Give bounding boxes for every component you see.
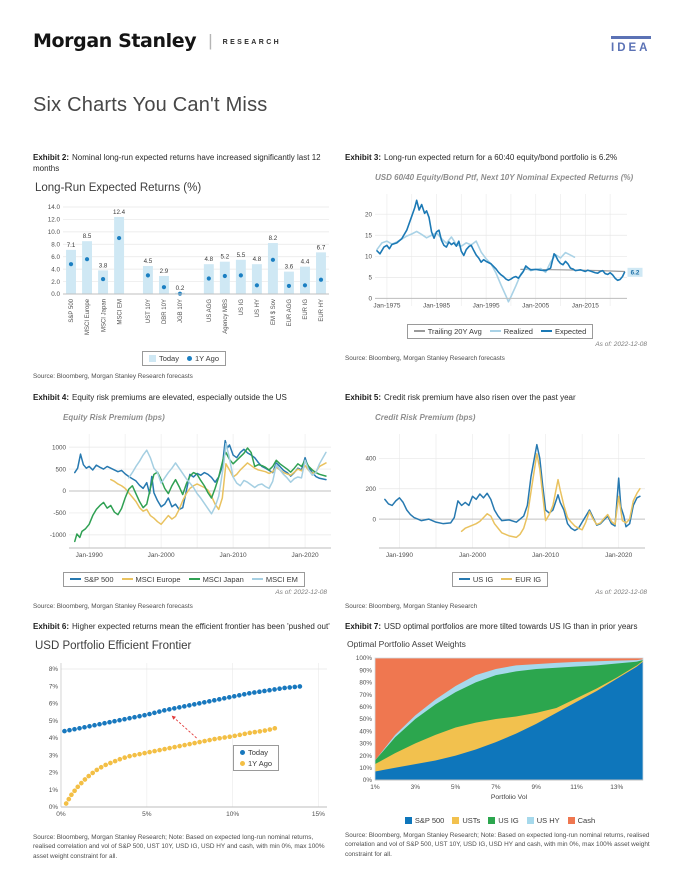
legend-marker-dot bbox=[187, 356, 192, 361]
x-tick-label: 1% bbox=[370, 783, 380, 791]
legend-item bbox=[490, 327, 533, 336]
legend-item bbox=[149, 354, 179, 363]
bar-today bbox=[82, 241, 92, 294]
legend-marker-dot bbox=[240, 750, 245, 755]
y-tick-label: 5 bbox=[368, 274, 372, 282]
legend-marker-dot bbox=[240, 761, 245, 766]
caption-label: Exhibit 3: bbox=[345, 153, 382, 162]
caption-text: Nominal long-run expected returns have increased significantly last 12 months bbox=[33, 153, 321, 173]
bar-dot-chart-expected-returns bbox=[33, 197, 335, 349]
y-tick-label: 500 bbox=[55, 466, 66, 474]
x-tick-label: Jan-2010 bbox=[219, 551, 247, 559]
dot-1y-ago bbox=[117, 236, 121, 240]
y-tick-label: 5% bbox=[48, 717, 58, 725]
legend-item bbox=[541, 327, 586, 336]
bar-value-label: 8.5 bbox=[82, 232, 92, 240]
legend-label: Trailing 20Y Avg bbox=[427, 326, 482, 336]
legend-item bbox=[452, 816, 480, 825]
legend-marker-line bbox=[459, 578, 470, 580]
x-tick-label: 7% bbox=[491, 783, 501, 791]
bar-value-label: 4.4 bbox=[300, 258, 310, 266]
legend-label: MSCI Europe bbox=[135, 574, 181, 584]
y-tick-label: 40% bbox=[359, 728, 372, 736]
legend-marker-line bbox=[189, 578, 200, 580]
chart-legend bbox=[452, 572, 548, 587]
bar-value-label: 5.2 bbox=[220, 253, 230, 261]
dot-1y-ago bbox=[223, 273, 227, 277]
legend-label: US HY bbox=[536, 815, 560, 825]
x-tick-label: Jan-1995 bbox=[472, 302, 500, 310]
dot-1y-ago bbox=[271, 257, 275, 261]
chart-title: USD Portfolio Efficient Frontier bbox=[35, 639, 192, 652]
frontier-chart-efficient-frontier bbox=[33, 655, 335, 827]
caption-label: Exhibit 2: bbox=[33, 153, 70, 162]
bar-today bbox=[316, 252, 326, 294]
exhibit-5-caption bbox=[345, 393, 655, 404]
y-tick-label: 10% bbox=[359, 764, 372, 772]
chart-title: Credit Risk Premium (bps) bbox=[375, 412, 476, 422]
series-line-msci-japan bbox=[75, 448, 326, 541]
y-tick-label: 0.0 bbox=[51, 290, 60, 298]
chart-title: Optimal Portfolio Asset Weights bbox=[347, 638, 466, 649]
x-category-label: JGB 10Y bbox=[178, 298, 185, 323]
x-category-label: US IG bbox=[239, 298, 246, 315]
legend-label: Realized bbox=[503, 326, 533, 336]
dot-1y-ago bbox=[239, 273, 243, 277]
dot-1y-ago bbox=[85, 257, 89, 261]
dot-1y-ago bbox=[303, 283, 307, 287]
chart-area bbox=[33, 655, 335, 827]
y-tick-label: 4.0 bbox=[51, 265, 60, 273]
bar-value-label: 3.8 bbox=[98, 261, 108, 269]
exhibit-4-caption bbox=[33, 393, 335, 404]
exhibit-4 bbox=[33, 393, 335, 611]
as-of-label: As of: 2022-12-08 bbox=[595, 588, 647, 596]
x-tick-label: Jan-1975 bbox=[373, 302, 401, 310]
idea-logo-text: IDEA bbox=[611, 42, 651, 54]
y-tick-label: 0% bbox=[48, 803, 58, 811]
header bbox=[33, 30, 281, 52]
x-tick-label: 5% bbox=[450, 783, 461, 791]
bar-value-label: 2.9 bbox=[159, 267, 169, 275]
y-tick-label: 1% bbox=[48, 786, 58, 794]
dot-1y-ago bbox=[255, 283, 259, 287]
x-category-label: S&P 500 bbox=[69, 298, 76, 323]
legend-marker-square bbox=[405, 817, 412, 824]
legend-marker-square bbox=[488, 817, 495, 824]
exhibit-5 bbox=[345, 393, 655, 611]
legend-marker-square bbox=[568, 817, 575, 824]
legend-item bbox=[187, 354, 219, 363]
dot-1y-ago bbox=[69, 262, 73, 266]
x-tick-label: Jan-1990 bbox=[385, 551, 414, 559]
exhibit-3-caption bbox=[345, 153, 655, 164]
chart-legend bbox=[345, 816, 655, 825]
legend-item bbox=[459, 575, 493, 584]
legend-marker-line bbox=[414, 330, 425, 332]
legend-item bbox=[527, 816, 560, 825]
source-note: Source: Bloomberg, Morgan Stanley Research; Note: Based on expected long-run nominal returns, realised correlation and vol of S&P 500, UST 10Y, USD IG, USD HY and cash, with min 0%, max 100% asset weight constraint for all. bbox=[345, 831, 650, 859]
bar-value-label: 8.2 bbox=[268, 234, 278, 242]
legend-label: S&P 500 bbox=[84, 574, 114, 584]
legend-marker-line bbox=[501, 578, 512, 580]
series-line-expected bbox=[377, 200, 625, 280]
caption-label: Exhibit 6: bbox=[33, 622, 70, 631]
x-tick-label: Jan-2020 bbox=[291, 551, 319, 559]
chart-area bbox=[345, 182, 655, 348]
y-tick-label: 6% bbox=[48, 700, 58, 708]
as-of-label: As of: 2022-12-08 bbox=[275, 588, 327, 596]
x-tick-label: Jan-1985 bbox=[422, 302, 451, 310]
series-line-msci-europe bbox=[111, 463, 326, 524]
source-note: Source: Bloomberg, Morgan Stanley Research bbox=[345, 602, 478, 610]
legend-item bbox=[189, 575, 244, 584]
y-tick-label: 50% bbox=[359, 715, 372, 723]
y-tick-label: 3% bbox=[48, 752, 58, 760]
chart-title: Equity Risk Premium (bps) bbox=[63, 412, 165, 422]
header-divider: | bbox=[208, 31, 213, 50]
line-chart-credit-risk-premium bbox=[345, 422, 655, 570]
y-tick-label: 20% bbox=[359, 752, 372, 760]
legend-item bbox=[405, 816, 444, 825]
y-tick-label: -1000 bbox=[49, 531, 66, 539]
legend-label: S&P 500 bbox=[414, 815, 445, 825]
y-tick-label: 2% bbox=[48, 769, 58, 777]
legend-marker-line bbox=[541, 330, 552, 332]
legend-marker-line bbox=[70, 578, 81, 580]
line-chart-equity-risk-premium bbox=[33, 422, 335, 570]
bar-today bbox=[284, 271, 294, 293]
legend-label: Cash bbox=[577, 815, 596, 825]
dot-1y-ago bbox=[162, 285, 166, 289]
x-category-label: MSCI Europe bbox=[85, 298, 92, 335]
caption-text: Credit risk premium have also risen over the past year bbox=[384, 393, 576, 402]
chart-title: Long-Run Expected Returns (%) bbox=[35, 181, 202, 194]
caption-text: USD optimal portfolios are more tilted towards US IG than in prior years bbox=[384, 622, 638, 631]
source-note: Source: Bloomberg, Morgan Stanley Research forecasts bbox=[33, 372, 193, 380]
y-tick-label: 0 bbox=[372, 516, 376, 524]
chart-area bbox=[33, 422, 335, 596]
bar-value-label: 4.5 bbox=[143, 257, 153, 265]
x-tick-label: 13% bbox=[610, 783, 624, 791]
y-tick-label: 10 bbox=[364, 253, 372, 261]
y-tick-label: 20 bbox=[364, 211, 372, 219]
x-tick-label: Jan-2000 bbox=[458, 551, 487, 559]
bar-today bbox=[252, 264, 262, 294]
chart-legend bbox=[142, 351, 226, 366]
y-tick-label: 4% bbox=[48, 735, 58, 743]
y-tick-label: 400 bbox=[365, 455, 376, 463]
morgan-stanley-logo: Morgan Stanley bbox=[33, 30, 197, 52]
bar-value-label: 12.4 bbox=[113, 208, 126, 216]
x-category-label: US AGG bbox=[207, 298, 214, 322]
exhibit-7 bbox=[345, 622, 655, 860]
legend-marker-square bbox=[527, 817, 534, 824]
source-note: Source: Bloomberg, Morgan Stanley Research forecasts bbox=[33, 602, 193, 610]
series-line-us-ig bbox=[385, 444, 640, 530]
annotation-value: 6.2 bbox=[630, 269, 640, 277]
caption-text: Higher expected returns mean the efficient frontier has been 'pushed out' bbox=[72, 622, 330, 631]
legend-marker-line bbox=[490, 330, 501, 332]
y-tick-label: 14.0 bbox=[47, 203, 60, 211]
x-category-label: Agency MBS bbox=[223, 298, 230, 334]
y-tick-label: 200 bbox=[365, 485, 376, 493]
y-tick-label: 1000 bbox=[51, 444, 66, 452]
y-tick-label: 0% bbox=[362, 776, 372, 784]
bar-today bbox=[159, 276, 169, 294]
y-tick-label: 12.0 bbox=[47, 216, 60, 224]
series-line-today bbox=[64, 686, 301, 731]
stacked-area-chart-asset-weights bbox=[345, 650, 655, 814]
legend-marker-square bbox=[452, 817, 459, 824]
series-line-realized bbox=[377, 231, 574, 301]
legend-label: Today bbox=[158, 353, 179, 363]
legend-item bbox=[568, 816, 596, 825]
y-tick-label: 30% bbox=[359, 740, 372, 748]
bar-today bbox=[98, 270, 108, 294]
research-label: RESEARCH bbox=[222, 39, 282, 46]
y-tick-label: 10.0 bbox=[47, 228, 60, 236]
x-category-label: EM $ Sov bbox=[271, 298, 278, 325]
bar-value-label: 0.2 bbox=[175, 284, 185, 292]
x-category-label: MSCI Japan bbox=[101, 298, 108, 332]
bar-value-label: 3.6 bbox=[284, 263, 294, 271]
y-tick-label: 60% bbox=[359, 703, 372, 711]
x-category-label: UST 10Y bbox=[146, 298, 153, 323]
x-category-label: DBR 10Y bbox=[162, 298, 169, 324]
bar-value-label: 4.8 bbox=[252, 255, 262, 263]
x-tick-label: 15% bbox=[311, 810, 325, 818]
page-title: Six Charts You Can't Miss bbox=[33, 94, 268, 116]
legend-label: 1Y Ago bbox=[248, 758, 273, 768]
legend-label: Expected bbox=[554, 326, 587, 336]
x-tick-label: 5% bbox=[142, 810, 152, 818]
exhibit-6 bbox=[33, 622, 335, 862]
y-tick-label: 100% bbox=[355, 654, 372, 662]
idea-logo-bar bbox=[611, 36, 651, 39]
x-category-label: MSCI EM bbox=[117, 298, 124, 325]
bar-value-label: 5.5 bbox=[236, 251, 246, 259]
y-tick-label: 8% bbox=[48, 666, 58, 674]
legend-item bbox=[488, 816, 518, 825]
bar-today bbox=[268, 243, 278, 294]
exhibit-2 bbox=[33, 153, 335, 381]
exhibit-3 bbox=[345, 153, 655, 363]
y-tick-label: 0 bbox=[62, 487, 66, 495]
x-category-label: EUR AGG bbox=[287, 298, 294, 326]
legend-label: US IG bbox=[498, 815, 519, 825]
bar-today bbox=[300, 266, 310, 293]
exhibit-6-caption bbox=[33, 622, 335, 633]
legend-item bbox=[414, 327, 482, 336]
legend-item bbox=[252, 575, 298, 584]
x-tick-label: Jan-2020 bbox=[605, 551, 633, 559]
x-tick-label: 3% bbox=[410, 783, 421, 791]
bar-today bbox=[114, 217, 124, 294]
bar-value-label: 7.1 bbox=[66, 241, 76, 249]
legend-label: US IG bbox=[472, 574, 494, 584]
source-note: Source: Bloomberg, Morgan Stanley Research; Note: Based on expected long-run nominal returns, realised correlation and vol of S&P 500, UST 10Y, USD IG, USD HY and cash, with min 0%, max 100% asset weight constraint for all. bbox=[33, 833, 325, 861]
legend-marker-line bbox=[122, 578, 133, 580]
y-tick-label: 80% bbox=[359, 679, 372, 687]
idea-logo bbox=[611, 36, 651, 54]
y-tick-label: 15 bbox=[364, 232, 372, 240]
bar-today bbox=[66, 249, 76, 293]
legend-item bbox=[240, 748, 268, 757]
chart-area bbox=[345, 650, 655, 825]
x-tick-label: Jan-2015 bbox=[571, 302, 599, 310]
chart-legend bbox=[233, 745, 279, 771]
x-tick-label: Jan-2010 bbox=[532, 551, 560, 559]
x-tick-label: Jan-2005 bbox=[522, 302, 550, 310]
chart-area bbox=[33, 197, 335, 366]
x-category-label: US HY bbox=[255, 298, 262, 317]
legend-item bbox=[501, 575, 541, 584]
dot-1y-ago bbox=[101, 277, 105, 281]
chart-legend bbox=[63, 572, 305, 587]
x-tick-label: 9% bbox=[531, 783, 541, 791]
legend-item bbox=[240, 759, 272, 768]
legend-label: MSCI Japan bbox=[202, 574, 244, 584]
x-tick-label: 10% bbox=[226, 810, 240, 818]
caption-text: Equity risk premiums are elevated, especially outside the US bbox=[72, 393, 287, 402]
x-tick-label: Jan-1990 bbox=[75, 551, 103, 559]
x-axis-title: Portfolio Vol bbox=[490, 793, 528, 801]
y-tick-label: 8.0 bbox=[51, 241, 60, 249]
y-tick-label: -500 bbox=[53, 509, 66, 517]
x-tick-label: Jan-2000 bbox=[147, 551, 175, 559]
x-tick-label: 0% bbox=[56, 810, 66, 818]
bar-value-label: 4.8 bbox=[204, 255, 214, 263]
legend-label: MSCI EM bbox=[265, 574, 298, 584]
y-tick-label: 6.0 bbox=[51, 253, 60, 261]
as-of-label: As of: 2022-12-08 bbox=[595, 340, 647, 348]
exhibit-2-caption bbox=[33, 153, 335, 175]
y-tick-label: 90% bbox=[359, 667, 372, 675]
annotation-arrow-head bbox=[172, 715, 176, 719]
x-category-label: EUR HY bbox=[319, 298, 326, 322]
legend-label: EUR IG bbox=[515, 574, 542, 584]
legend-item bbox=[122, 575, 181, 584]
bar-value-label: 6.7 bbox=[316, 243, 326, 251]
dot-1y-ago bbox=[287, 283, 291, 287]
caption-label: Exhibit 7: bbox=[345, 622, 382, 631]
y-tick-label: 7% bbox=[48, 683, 58, 691]
chart-area bbox=[345, 422, 655, 596]
dot-1y-ago bbox=[319, 277, 323, 281]
chart-title: USD 60/40 Equity/Bond Ptf, Next 10Y Nominal Expected Returns (%) bbox=[375, 172, 634, 182]
legend-label: 1Y Ago bbox=[194, 353, 220, 363]
source-note: Source: Bloomberg, Morgan Stanley Research forecasts bbox=[345, 354, 505, 362]
legend-marker-line bbox=[252, 578, 263, 580]
caption-label: Exhibit 4: bbox=[33, 393, 70, 402]
y-tick-label: 0 bbox=[368, 295, 372, 303]
chart-legend bbox=[407, 324, 594, 339]
bar-today bbox=[143, 266, 153, 294]
annotation-arrow-line bbox=[172, 715, 197, 737]
dot-1y-ago bbox=[146, 273, 150, 277]
y-tick-label: 2.0 bbox=[51, 278, 60, 286]
y-tick-label: 70% bbox=[359, 691, 372, 699]
dot-1y-ago bbox=[207, 276, 211, 280]
x-category-label: EUR IG bbox=[303, 298, 310, 320]
legend-label: Today bbox=[248, 747, 269, 757]
line-chart-6040-returns bbox=[345, 182, 655, 322]
caption-label: Exhibit 5: bbox=[345, 393, 382, 402]
legend-marker-square bbox=[149, 355, 156, 362]
legend-label: USTs bbox=[462, 815, 481, 825]
exhibit-7-caption bbox=[345, 622, 655, 633]
caption-text: Long-run expected return for a 60:40 equity/bond portfolio is 6.2% bbox=[384, 153, 618, 162]
legend-item bbox=[70, 575, 113, 584]
x-tick-label: 11% bbox=[570, 783, 583, 791]
